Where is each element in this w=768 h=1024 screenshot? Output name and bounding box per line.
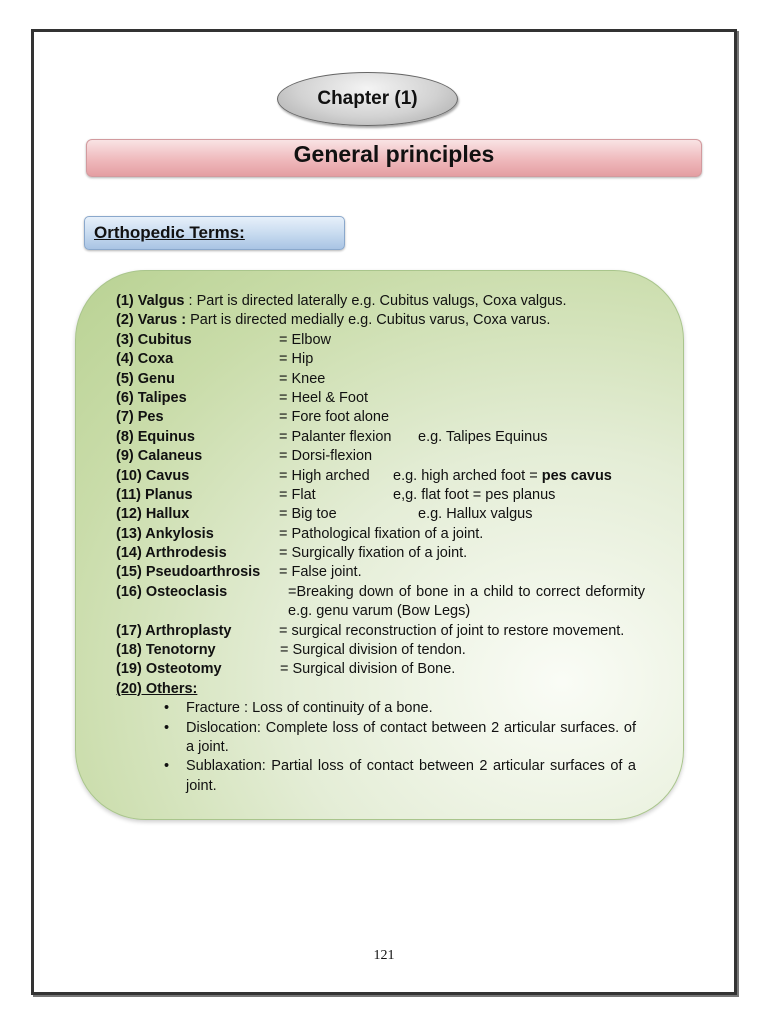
- term-row: [116, 408, 656, 427]
- term-name: (11) Planus: [116, 486, 193, 503]
- term-name: (17) Arthroplasty: [116, 622, 232, 639]
- term-example: e.g. Hallux valgus: [418, 506, 533, 523]
- term-row: [116, 525, 656, 544]
- term-row: [116, 486, 656, 505]
- others-heading: (20) Others:: [116, 680, 198, 697]
- page-number: 121: [373, 948, 395, 963]
- term-definition: = Knee: [279, 370, 326, 387]
- term-example-emphasis: pes cavus: [541, 467, 612, 484]
- term-definition: = Elbow: [279, 331, 331, 348]
- term-row: [116, 292, 656, 311]
- term-name: (15) Pseudoarthrosis: [116, 564, 261, 581]
- terms-list: [116, 292, 656, 796]
- bullet-icon: •: [164, 758, 170, 775]
- term-name: (3) Cubitus: [116, 331, 192, 348]
- term-definition: = Fore foot alone: [279, 409, 390, 426]
- chapter-label: Chapter (1): [317, 88, 418, 109]
- term-definition: Part is directed laterally e.g. Cubitus valugs, Coxa valgus.: [196, 293, 567, 309]
- term-row: [116, 660, 656, 679]
- term-definition: = Surgical division of tendon.: [280, 642, 466, 659]
- term-row: [116, 331, 656, 350]
- term-name: (4) Coxa: [116, 351, 174, 368]
- term-definition: Part is directed medially e.g. Cubitus varus, Coxa varus.: [190, 312, 551, 329]
- term-definition: = False joint.: [279, 564, 362, 581]
- term-definition: = Dorsi-flexion: [279, 448, 373, 465]
- list-item-text: Dislocation: Complete loss of contact between 2 articular surfaces. of a joint.: [186, 719, 636, 756]
- term-name: (7) Pes: [116, 409, 164, 426]
- page-title: General principles: [293, 141, 495, 167]
- term-name: (14) Arthrodesis: [116, 545, 227, 562]
- term-definition: = Hip: [279, 351, 314, 368]
- term-row: [116, 544, 656, 563]
- term-definition: = Flat: [279, 486, 316, 503]
- term-name: (5) Genu: [116, 370, 175, 387]
- term-separator: :: [184, 293, 197, 309]
- term-name: (13) Ankylosis: [116, 525, 214, 542]
- term-definition: = Surgically fixation of a joint.: [279, 545, 468, 562]
- term-name: (19) Osteotomy: [116, 661, 222, 678]
- term-row: [116, 622, 656, 641]
- others-list: [116, 699, 656, 796]
- term-row: [116, 641, 656, 660]
- term-row: [116, 505, 656, 524]
- term-example: e.g. Talipes Equinus: [418, 428, 548, 445]
- term-name: (6) Talipes: [116, 389, 187, 406]
- term-name: (8) Equinus: [116, 428, 195, 445]
- term-definition: = Pathological fixation of a joint.: [279, 525, 484, 542]
- term-name: (1) Valgus: [116, 293, 185, 309]
- term-definition: = Surgical division of Bone.: [280, 661, 456, 678]
- term-name: (18) Tenotorny: [116, 642, 216, 659]
- section-heading: Orthopedic Terms:: [84, 216, 345, 250]
- term-definition: = High arched: [279, 467, 370, 484]
- term-row: [116, 311, 656, 330]
- chapter-badge: [277, 72, 458, 126]
- term-definition: = surgical reconstruction of joint to restore movement.: [279, 622, 625, 639]
- list-item: [116, 719, 636, 758]
- list-item: [116, 699, 636, 718]
- term-definition: = Big toe: [279, 506, 337, 523]
- term-row: [116, 389, 656, 408]
- term-example: e,g. flat foot = pes planus: [393, 486, 556, 503]
- bullet-icon: •: [164, 719, 170, 736]
- term-row: [116, 350, 656, 369]
- term-definition: = Heel & Foot: [279, 389, 369, 406]
- term-example-text: e.g. high arched foot =: [393, 467, 538, 484]
- term-example: [393, 467, 612, 486]
- term-row: [116, 370, 656, 389]
- term-definition: =Breaking down of bone in a child to correct deformity e.g. genu varum (Bow Legs): [288, 583, 645, 620]
- term-name: (16) Osteoclasis: [116, 583, 228, 600]
- term-name: (10) Cavus: [116, 467, 190, 484]
- term-definition: = Palanter flexion: [279, 428, 392, 445]
- page-title-bar: [86, 139, 702, 177]
- others-heading-row: [116, 680, 656, 699]
- term-row: [116, 428, 656, 447]
- bullet-icon: •: [164, 700, 170, 717]
- list-item-text: Fracture : Loss of continuity of a bone.: [186, 700, 433, 717]
- term-row: [116, 447, 656, 466]
- term-name: (12) Hallux: [116, 506, 190, 523]
- term-row: [116, 563, 656, 582]
- term-name: (2) Varus :: [116, 312, 187, 329]
- term-row: [116, 467, 656, 486]
- term-row: [116, 583, 656, 622]
- list-item: [116, 757, 636, 796]
- list-item-text: Sublaxation: Partial loss of contact between 2 articular surfaces of a joint.: [186, 758, 636, 794]
- term-name: (9) Calaneus: [116, 448, 203, 465]
